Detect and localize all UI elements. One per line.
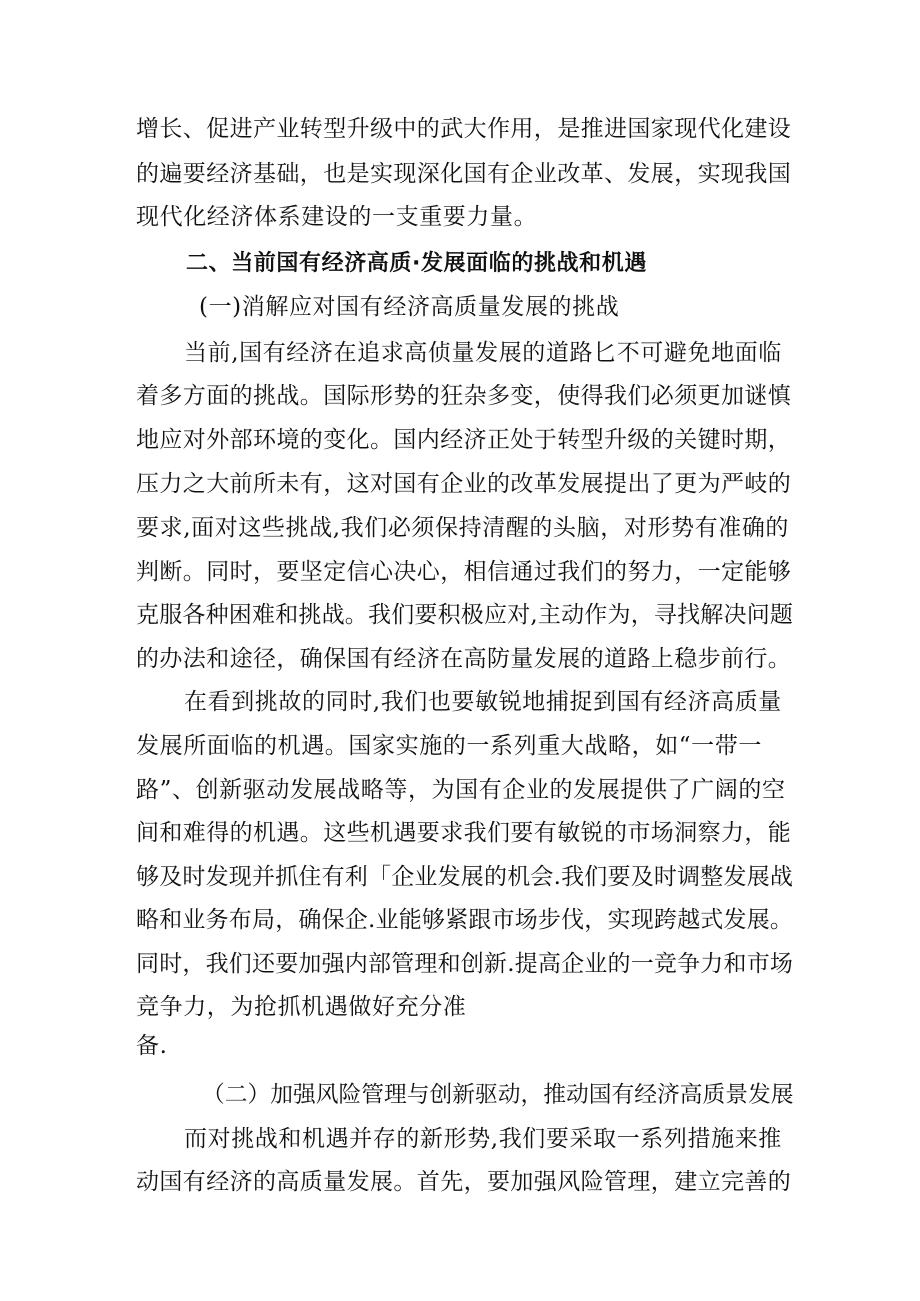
text-line: 的办法和途径，确保国有经济在高防量发展的道路上稳步前行。 — [136, 646, 792, 672]
text-line: 压力之大前所未有，这对国有企业的改革发展提出了更为严岐的 — [136, 471, 792, 497]
text-line: 的遍要经济基础，也是实现深化国有企业改革、发展，实现我国 — [136, 161, 792, 187]
text-line: 地应对外部环境的变化。国内经济正处于转型升级的关键时期， — [136, 427, 792, 453]
text-line: 动国有经济的高质量发展。首先，要加强风险管理，建立完善的 — [136, 1169, 792, 1195]
text-line: 略和业务布局，确保企.业能够紧跟市场步伐，实现跨越式发展。 — [136, 907, 794, 933]
subsection-heading: （二）加强风险管理与创新驱动，推动国有经济高质景发展 — [202, 1082, 794, 1108]
text-line: 同时，我们还要加强内部管理和创新.提高企业的一竞争力和市场 — [136, 951, 794, 977]
text-line: 发展所面临的机遇。国家实施的一系列重大战略，如“一带一 — [136, 733, 762, 759]
text-line: 要求,面对这些挑战,我们必须保持清醒的头脑，对形势有准确的 — [136, 515, 790, 541]
text-line: 而对挑战和机遇并存的新形势,我们要采取一系列措施来推 — [184, 1126, 782, 1152]
text-line: 着多方面的挑战。国际形势的狂杂多变，使得我们必须更加谜慎 — [136, 383, 792, 409]
text-line: 增长、促进产业转型升级中的武大作用，是推进国家现代化建设 — [136, 116, 792, 142]
text-line: 克服各种困难和挑战。我们要积极应对,主动作为，寻找解决问题 — [136, 602, 794, 628]
text-line: 现代化经济体系建设的一支重要力量。 — [136, 204, 538, 230]
text-line: 路”、创新驱动发展战略等，为国有企业的发展提供了广阔的空 — [136, 777, 786, 803]
text-line: 备. — [136, 1033, 168, 1059]
text-line: 够及时发现并抓住有利「企业发展的机会.我们要及时调整发展战 — [136, 864, 794, 890]
text-line: 判断。同时，要坚定信心决心，相信通过我们的努力，一定能够 — [136, 559, 792, 585]
section-heading: 二、当前国有经济高质·发展面临的挑战和机遇 — [186, 251, 647, 276]
text-line: 竞争力，为抢抓机遇做好充分准 — [136, 994, 467, 1020]
text-line: 间和难得的机遇。这些机遇要求我们要有敏锐的市场洞察力，能 — [136, 820, 792, 846]
text-line: 在看到挑故的同时,我们也要敏锐地捕捉到国有经济高质量 — [184, 689, 782, 715]
text-line: 当前,国有经济在追求高侦量发展的道路匕不可避免地面临 — [184, 340, 782, 366]
subsection-heading: (一)消解应对国有经济高质量发展的挑战 — [199, 294, 620, 320]
